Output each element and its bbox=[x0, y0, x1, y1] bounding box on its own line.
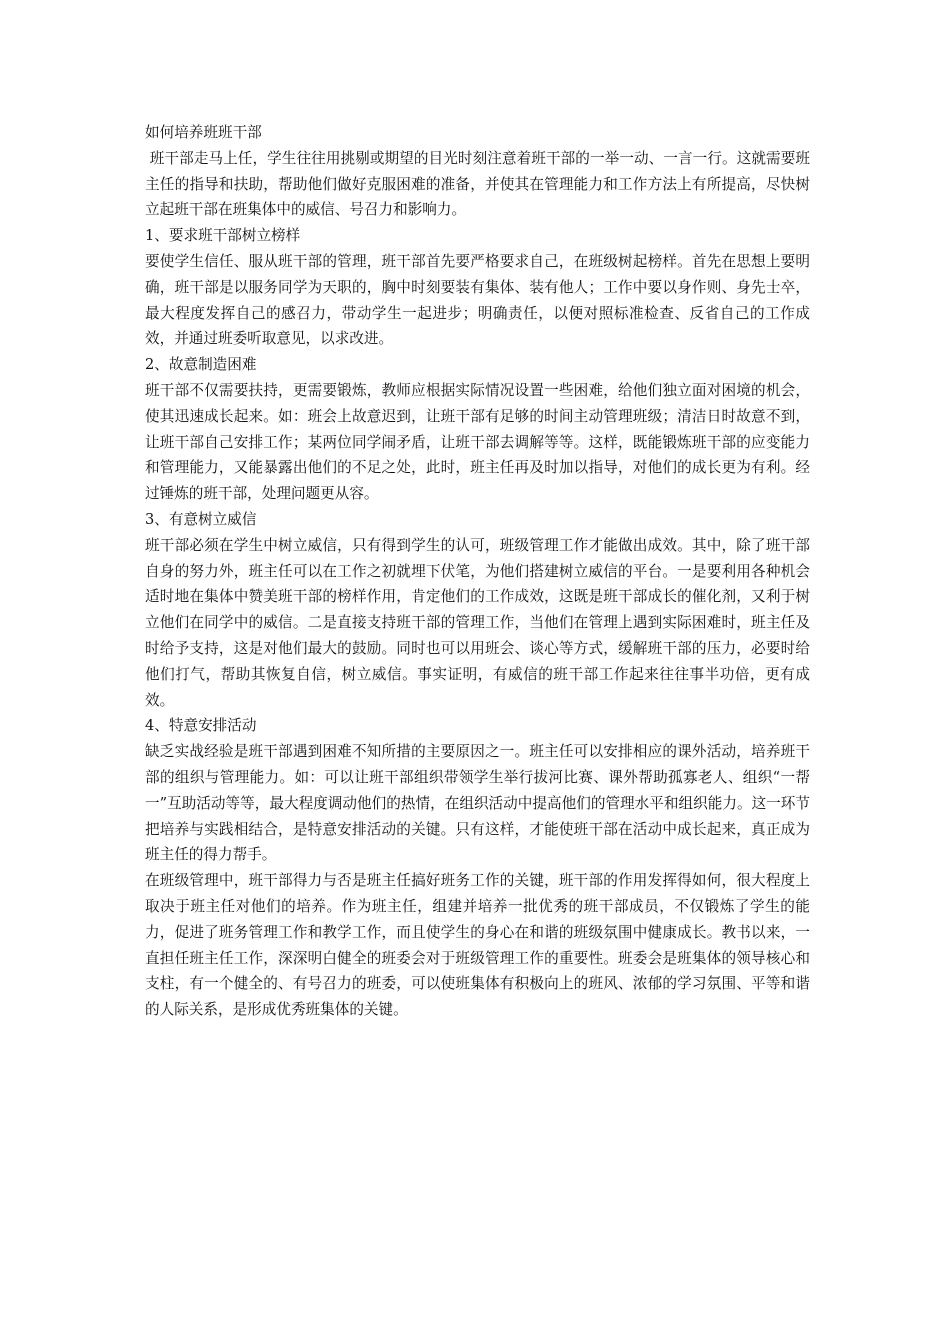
section-body-2: 班干部不仅需要扶持，更需要锻炼，教师应根据实际情况设置一些困难，给他们独立面对困境的机会，使其迅速成长起来。如：班会上故意迟到，让班干部有足够的时间主动管理班级；清洁日时故意不到，让班干部自己安排工作；某两位同学闹矛盾，让班干部去调解等等。这样，既能锻炼班干部的应变能力和管理能力，又能暴露出他们的不足之处，此时，班主任再及时加以指导，对他们的成长更为有利。经过锤炼的班干部，处理问题更从容。 bbox=[145, 381, 810, 503]
section-body-4: 缺乏实战经验是班干部遇到困难不知所措的主要原因之一。班主任可以安排相应的课外活动，培养班干部的组织与管理能力。如：可以让班干部组织带领学生举行拔河比赛、课外帮助孤寡老人、组织“一帮一”互助活动等等，最大程度调动他们的热情，在组织活动中提高他们的管理水平和组织能力。这一环节把培养与实践相结合，是特意安排活动的关键。只有这样，才能使班干部在活动中成长起来，真正成为班主任的得力帮手。 bbox=[145, 743, 810, 864]
document-title: 如何培养班班干部 bbox=[145, 124, 262, 141]
section-heading-2: 2、故意制造困难 bbox=[145, 356, 257, 374]
intro-paragraph: 班干部走马上任，学生往往用挑剔或期望的目光时刻注意着班干部的一举一动、一言一行。这就需要班主任的指导和扶助，帮助他们做好克服困难的准备，并使其在管理能力和工作方法上有所提高，尽快树立起班干部在班集体中的威信、号召力和影响力。 bbox=[145, 149, 811, 219]
conclusion-paragraph: 在班级管理中，班干部得力与否是班主任搞好班务工作的关键，班干部的作用发挥得如何，很大程度上取决于班主任对他们的培养。作为班主任，组建并培养一批优秀的班干部成员，不仅锻炼了学生的能力，促进了班务管理工作和教学工作，而且使学生的身心在和谐的班级氛围中健康成长。教书以来，一直担任班主任工作，深深明白健全的班委会对于班级管理工作的重要性。班委会是班集体的领导核心和支柱，有一个健全的、有号召力的班委，可以使班集体有积极向上的班风、浓郁的学习氛围、平等和谐的人际关系，是形成优秀班集体的关键。 bbox=[145, 872, 810, 1019]
section-heading-3: 3、有意树立威信 bbox=[145, 510, 257, 528]
document-page bbox=[145, 120, 810, 1023]
section-body-1: 要使学生信任、服从班干部的管理，班干部首先要严格要求自己，在班级树起榜样。首先在思想上要明确，班干部是以服务同学为天职的，胸中时刻要装有集体、装有他人；工作中要以身作则、身先士卒，最大程度发挥自己的感召力，带动学生一起进步；明确责任，以便对照标准检查、反省自己的工作成效，并通过班委听取意见，以求改进。 bbox=[145, 252, 810, 348]
section-heading-4: 4、特意安排活动 bbox=[145, 717, 257, 735]
section-heading-1: 1、要求班干部树立榜样 bbox=[145, 227, 301, 245]
section-body-3: 班干部必须在学生中树立威信，只有得到学生的认可，班级管理工作才能做出成效。其中，除了班干部自身的努力外，班主任可以在工作之初就埋下伏笔，为他们搭建树立威信的平台。一是要利用各种机会适时地在集体中赞美班干部的榜样作用，肯定他们的工作成效，这既是班干部成长的催化剂，又利于树立他们在同学中的威信。二是直接支持班干部的管理工作，当他们在管理上遇到实际困难时，班主任及时给予支持，这是对他们最大的鼓励。同时也可以用班会、谈心等方式，缓解班干部的压力，必要时给他们打气，帮助其恢复自信，树立威信。事实证明，有威信的班干部工作起来往往事半功倍，更有成效。 bbox=[145, 536, 810, 709]
